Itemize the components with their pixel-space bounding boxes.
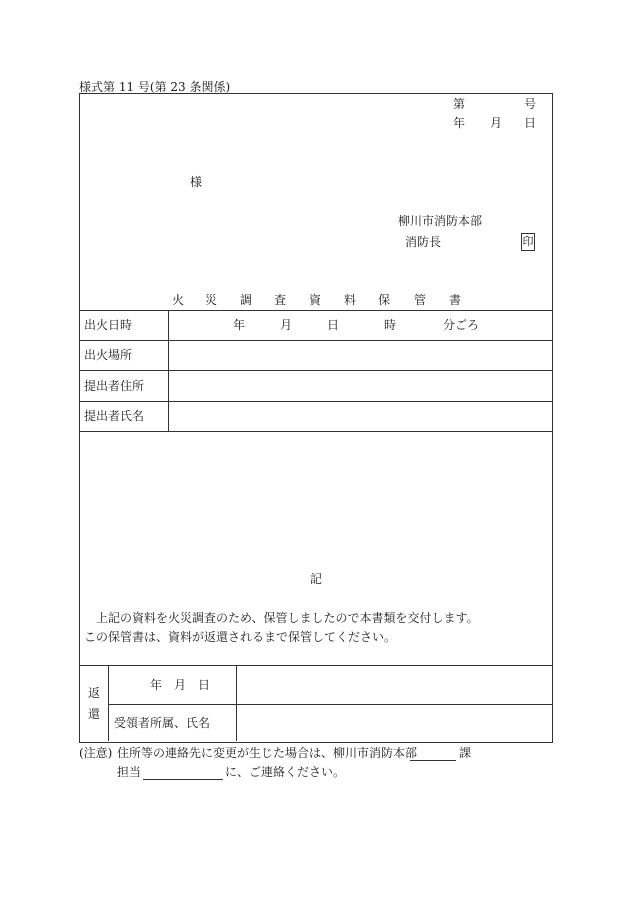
return-label-bottom: 還 [88,707,101,721]
title-char: 調 [240,293,253,307]
addressee-sama: 様 [190,175,203,189]
submitter-name-field[interactable] [174,409,544,425]
note-line-1-suffix: 課 [459,746,472,760]
return-label-divider [108,665,109,741]
title-char: 料 [344,293,357,307]
receiver-label: 受領者所属、氏名 [114,716,211,730]
ki-heading: 記 [310,572,323,586]
receiver-field[interactable] [240,716,546,732]
note-prefix: (注意) [79,746,113,760]
note-blank-person[interactable] [143,779,223,780]
fire-location-field[interactable] [174,348,544,364]
fire-datetime-year: 年 [233,318,246,332]
submitter-name-label: 提出者氏名 [84,409,145,423]
return-date-field[interactable] [240,678,546,694]
fire-datetime-field[interactable] [170,312,550,339]
submitter-address-label: 提出者住所 [84,379,145,393]
seal-mark: 印 [521,233,535,251]
fire-datetime-day: 日 [327,318,340,332]
title-char: 資 [309,293,322,307]
doc-date-month: 月 [490,116,503,130]
return-section-top [79,665,552,666]
table-divider [79,310,552,311]
title-char: 査 [274,293,287,307]
issuer-title: 消防長 [405,235,442,249]
doc-date-year: 年 [453,116,466,130]
return-date-label: 年 月 日 [150,678,211,692]
fire-datetime-label: 出火日時 [84,318,133,332]
doc-date-day: 日 [524,116,537,130]
table-divider [79,431,552,432]
body-line-2: この保管書は、資料が返還されるまで保管してください。 [84,630,397,644]
doc-number-dai: 第 [453,97,466,111]
title-char: 管 [414,293,427,307]
table-divider [79,401,552,402]
label-column-divider [168,310,169,431]
fire-datetime-minute: 分ごろ [443,318,480,332]
body-line-1: 上記の資料を火災調査のため、保管しましたので本書類を交付します。 [96,611,479,625]
return-value-divider [236,665,237,741]
return-label-top: 返 [88,686,101,700]
issuer-organization: 柳川市消防本部 [398,214,483,228]
table-divider [79,340,552,341]
title-char: 書 [449,293,462,307]
note-line-2-suffix: に、ご連絡ください。 [225,765,346,779]
title-char: 災 [205,293,218,307]
note-line-2-prefix: 担当 [117,765,142,779]
table-divider [79,370,552,371]
form-number: 様式第 11 号(第 23 条関係) [79,80,231,94]
fire-location-label: 出火場所 [84,348,133,362]
fire-datetime-hour: 時 [384,318,397,332]
return-row-divider [108,704,552,705]
submitter-address-field[interactable] [174,379,544,395]
title-char: 保 [378,293,391,307]
title-char: 火 [172,293,185,307]
note-blank-department[interactable] [410,760,456,761]
doc-number-go: 号 [524,97,537,111]
fire-datetime-month: 月 [280,318,293,332]
note-line-1: 住所等の連絡先に変更が生じた場合は、柳川市消防本部 [117,746,418,760]
